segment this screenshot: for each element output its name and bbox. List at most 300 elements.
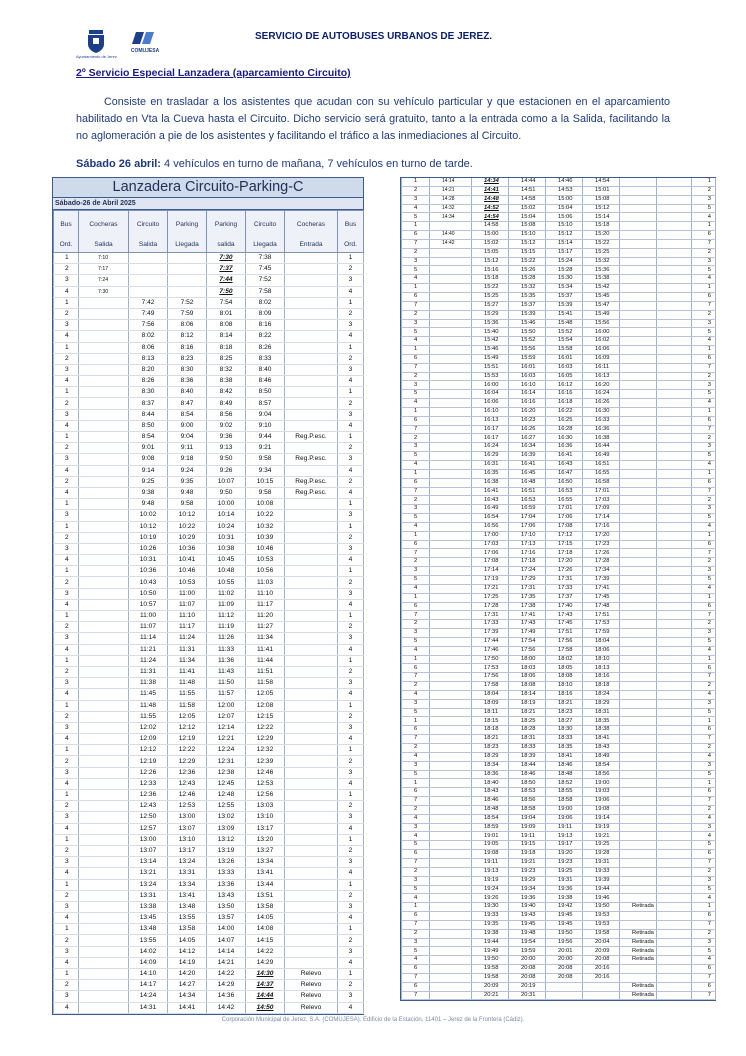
table-cell: 9:48 [129,499,168,510]
table-cell [620,912,657,921]
table-cell: 12:31 [207,756,246,767]
table-row [402,354,716,363]
table-cell: 9:58 [246,487,285,498]
table-row [402,920,716,929]
table-cell [285,644,338,655]
table-cell: 14:34 [430,213,472,222]
table-cell: 2 [338,308,364,319]
table-cell: 4 [692,646,716,655]
table-cell [657,213,692,222]
table-cell [657,814,692,823]
table-row [402,726,716,735]
table-cell [620,841,657,850]
table-cell: 17:33 [472,620,509,629]
table-cell [657,222,692,231]
table-cell: 7:49 [129,308,168,319]
table-cell: 15:12 [509,239,546,248]
table-cell [285,532,338,543]
table-cell [285,510,338,521]
table-cell: 19:44 [472,938,509,947]
table-cell: 16:10 [509,381,546,390]
table-cell [285,253,338,264]
table-cell [657,832,692,841]
table-row [402,735,716,744]
table-cell [285,711,338,722]
table-cell: 4 [402,337,430,346]
table-cell: 15:53 [472,372,509,381]
table-cell [79,957,129,968]
table-row [54,666,364,677]
table-cell [657,673,692,682]
table-cell: 13:24 [168,857,207,868]
table-cell: 19:31 [583,858,620,867]
table-cell: 14:12 [168,946,207,957]
table-cell: 10:39 [246,532,285,543]
table-cell: 8:56 [207,409,246,420]
table-cell: 7 [402,797,430,806]
table-cell: 1 [54,566,79,577]
table-cell: 3 [692,319,716,328]
table-row [402,204,716,213]
table-row [402,363,716,372]
table-cell: 14:22 [207,969,246,980]
table-cell: 7:24 [79,275,129,286]
table-cell: 17:16 [509,549,546,558]
table-cell: 18:28 [509,726,546,735]
table-cell: Reg.P.esc. [285,454,338,465]
table-row [54,499,364,510]
table-cell: 19:49 [472,947,509,956]
table-cell [657,195,692,204]
table-cell: 4 [338,689,364,700]
table-cell: 3 [338,409,364,420]
table-cell: 19:29 [509,876,546,885]
table-cell [430,867,472,876]
table-row [54,532,364,543]
table-cell [620,735,657,744]
table-cell: 5 [692,841,716,850]
left-table-grid [53,210,364,1014]
table-cell [79,420,129,431]
table-cell: 7:30 [79,286,129,297]
table-cell: 18:49 [583,752,620,761]
table-cell: 19:21 [509,858,546,867]
table-cell: 19:58 [472,965,509,974]
table-cell: 7:10 [79,253,129,264]
table-cell [657,540,692,549]
table-cell: 17:18 [509,558,546,567]
table-cell: 11:19 [207,622,246,633]
table-cell: 15:52 [509,337,546,346]
table-cell: 14:27 [168,980,207,991]
table-cell: 3 [338,767,364,778]
table-cell [620,310,657,319]
table-cell [79,778,129,789]
table-cell [657,965,692,974]
table-cell: 11:36 [207,655,246,666]
table-cell [285,834,338,845]
table-cell [430,646,472,655]
table-cell [285,957,338,968]
table-cell: 7 [402,549,430,558]
table-cell: 16:28 [546,425,583,434]
table-cell [430,275,472,284]
table-cell: 16:31 [472,461,509,470]
table-cell [620,823,657,832]
table-cell [430,337,472,346]
table-cell [79,566,129,577]
saturday-detail: 4 vehículos en turno de mañana, 7 vehículos en turno de tarde. [160,158,473,170]
table-cell: 19:31 [546,876,583,885]
table-cell: 4 [402,752,430,761]
table-cell: 16:02 [583,337,620,346]
table-cell: 2 [692,682,716,691]
table-cell: 5 [692,328,716,337]
table-cell: 4 [338,376,364,387]
table-cell: 18:18 [472,726,509,735]
table-cell: 11:50 [207,678,246,689]
table-cell: 19:25 [546,867,583,876]
table-row [54,700,364,711]
table-cell: 1 [338,790,364,801]
table-cell: 16:53 [546,487,583,496]
table-cell: 2 [692,248,716,257]
table-cell: 3 [54,588,79,599]
table-cell: 1 [338,611,364,622]
table-cell: 2 [54,980,79,991]
table-cell: 12:45 [207,778,246,789]
table-cell [285,845,338,856]
table-cell: 2 [692,929,716,938]
table-cell: 20:01 [546,947,583,956]
table-cell: 16:58 [583,478,620,487]
table-cell: 5 [692,266,716,275]
column-header: Cocheras [285,211,338,238]
table-cell: 6 [402,478,430,487]
table-cell: 16:06 [583,346,620,355]
table-cell: 12:33 [129,778,168,789]
table-cell [620,469,657,478]
table-cell: 19:50 [546,929,583,938]
table-cell [657,337,692,346]
table-cell: 15:54 [546,337,583,346]
table-cell [430,549,472,558]
table-cell: 9:24 [168,465,207,476]
table-cell [79,666,129,677]
table-cell: 14:02 [129,946,168,957]
table-cell: 15:18 [583,222,620,231]
table-cell: 11:17 [168,622,207,633]
table-cell: 13:09 [207,823,246,834]
table-cell: 18:00 [509,655,546,664]
table-cell: 19:17 [546,841,583,850]
table-cell: 19:06 [546,814,583,823]
table-cell: 18:15 [472,717,509,726]
table-cell [657,434,692,443]
table-cell: 11:03 [246,577,285,588]
table-cell: 15:04 [509,213,546,222]
table-row [402,797,716,806]
table-cell: 1 [692,407,716,416]
table-cell: 15:10 [509,231,546,240]
table-cell: 13:03 [246,801,285,812]
table-cell: 15:20 [583,231,620,240]
table-cell: 10:43 [129,577,168,588]
table-cell [430,443,472,452]
table-row [54,286,364,297]
table-cell: 16:24 [583,390,620,399]
table-row [402,629,716,638]
table-cell: 12:57 [129,823,168,834]
table-cell: Retirada [620,947,657,956]
table-cell: 7 [402,735,430,744]
table-cell: 3 [54,409,79,420]
table-cell: 16:41 [546,452,583,461]
table-cell: 11:31 [129,666,168,677]
table-cell: 5 [402,841,430,850]
table-cell: 17:44 [472,637,509,646]
table-cell: 3 [692,381,716,390]
table-cell: 15:42 [583,284,620,293]
table-cell: 6 [692,416,716,425]
table-cell [657,823,692,832]
table-cell: 2 [338,622,364,633]
table-cell [657,178,692,186]
table-cell [657,248,692,257]
table-cell: 13:48 [168,901,207,912]
table-cell: 16:17 [472,425,509,434]
table-cell: 4 [692,399,716,408]
table-cell [79,913,129,924]
table-cell: 9:34 [246,465,285,476]
table-row [54,901,364,912]
table-cell: 18:41 [583,735,620,744]
table-cell: 18:56 [509,797,546,806]
table-cell: 19:53 [583,912,620,921]
table-cell: 19:00 [546,805,583,814]
table-cell: 16:45 [509,469,546,478]
table-cell [620,602,657,611]
table-cell: 8:32 [207,364,246,375]
table-cell [657,850,692,859]
table-cell: 19:00 [583,779,620,788]
table-cell [620,708,657,717]
table-cell: 10:53 [168,577,207,588]
table-row [402,195,716,204]
table-cell: 17:06 [509,522,546,531]
table-cell: 6 [402,788,430,797]
table-row [402,522,716,531]
table-cell: 13:24 [129,879,168,890]
table-cell: 1 [54,387,79,398]
table-cell: 14:14 [207,946,246,957]
table-row [54,622,364,633]
crest-icon [85,28,107,54]
table-cell: 2 [54,801,79,812]
table-cell [657,310,692,319]
table-cell [285,342,338,353]
table-row [54,353,364,364]
table-row [402,779,716,788]
table-cell: 5 [692,708,716,717]
table-cell: 3 [338,901,364,912]
column-header: Circuito [129,211,168,238]
table-cell: 3 [402,699,430,708]
table-cell [620,593,657,602]
table-cell: 7:52 [168,297,207,308]
table-cell [285,555,338,566]
table-cell: 7 [692,673,716,682]
table-cell: Reg.P.esc. [285,432,338,443]
table-cell: 2 [54,532,79,543]
table-cell: 14:37 [246,980,285,991]
table-row [54,935,364,946]
table-row [402,337,716,346]
table-cell: 5 [402,708,430,717]
table-cell: 16:51 [509,487,546,496]
table-cell: 2 [402,558,430,567]
table-cell: 3 [692,938,716,947]
table-cell: 17:51 [546,629,583,638]
table-cell: 11:41 [246,644,285,655]
table-cell: 18:39 [509,752,546,761]
table-row [54,398,364,409]
logo-left-caption: Ayuntamiento de Jerez [76,54,117,59]
table-cell: 2 [338,577,364,588]
table-cell [657,708,692,717]
table-cell [546,982,583,991]
table-cell: 19:33 [472,912,509,921]
table-cell: 16:30 [546,434,583,443]
table-cell: 7:56 [129,320,168,331]
table-cell: 18:54 [472,814,509,823]
table-cell: 2 [692,558,716,567]
table-cell: 16:38 [583,434,620,443]
table-cell: 20:00 [546,956,583,965]
table-cell [285,767,338,778]
table-cell: 20:08 [546,973,583,982]
table-cell: 14:14 [430,178,472,186]
table-cell [285,577,338,588]
table-cell: 7:45 [246,264,285,275]
table-cell: 3 [692,629,716,638]
table-cell: 6 [402,416,430,425]
table-cell: Reg.P.esc. [285,476,338,487]
table-cell [79,980,129,991]
table-cell: 2 [338,845,364,856]
table-cell [430,814,472,823]
table-cell: 7 [692,549,716,558]
table-row [54,599,364,610]
header-title: SERVICIO DE AUTOBUSES URBANOS DE JEREZ. [255,31,493,42]
table-cell [79,711,129,722]
table-cell: 20:21 [472,991,509,1000]
table-cell [620,726,657,735]
table-cell [285,521,338,532]
table-cell [657,982,692,991]
table-cell [657,443,692,452]
table-cell [79,745,129,756]
table-cell [620,248,657,257]
table-cell [620,478,657,487]
table-cell: 14:22 [246,946,285,957]
table-cell [430,514,472,523]
table-cell: 9:14 [129,465,168,476]
table-cell [620,496,657,505]
table-cell [79,879,129,890]
table-cell [285,376,338,387]
table-cell: 14:28 [430,195,472,204]
table-cell: 17:41 [583,584,620,593]
table-cell: 17:21 [472,584,509,593]
table-cell: 18:04 [472,690,509,699]
table-cell: 1 [54,499,79,510]
table-cell: 1 [692,655,716,664]
table-cell: 8:54 [168,409,207,420]
table-cell: 14:10 [129,969,168,980]
table-cell: 9:44 [246,432,285,443]
table-row [54,644,364,655]
table-cell: 5 [692,514,716,523]
table-cell: 19:46 [583,894,620,903]
table-cell [657,620,692,629]
table-cell [620,416,657,425]
table-cell [79,476,129,487]
table-cell: 15:39 [546,301,583,310]
table-row [54,487,364,498]
footer: Corporación Municipal de Jerez, S.A. (COMUJESA). Edificio de la Estación, 11401 – Jerez de la Frontera (Cádiz). [221,1017,525,1023]
table-cell: 8:38 [207,376,246,387]
table-row [402,867,716,876]
table-cell: 11:33 [207,644,246,655]
table-cell: 3 [54,946,79,957]
table-cell: 10:48 [207,566,246,577]
table-cell: 8:25 [207,353,246,364]
table-cell: 17:37 [546,593,583,602]
table-cell: 3 [54,857,79,868]
table-cell [430,452,472,461]
table-cell: 18:34 [472,761,509,770]
table-row [54,387,364,398]
table-cell [430,593,472,602]
table-cell [430,558,472,567]
table-row [402,832,716,841]
table-cell [620,178,657,186]
table-cell [285,409,338,420]
table-cell: 3 [338,633,364,644]
table-cell [430,434,472,443]
logo-right-caption: COMUJESA [130,48,160,54]
table-cell [285,465,338,476]
table-row [54,1002,364,1013]
table-cell [657,797,692,806]
table-cell [657,929,692,938]
table-cell: 19:58 [583,929,620,938]
table-cell: 6 [692,912,716,921]
table-cell [657,646,692,655]
column-subheader: Llegada [246,237,285,253]
table-cell: 15:25 [472,292,509,301]
table-cell [620,805,657,814]
table-cell: 13:55 [168,913,207,924]
table-cell: 18:40 [472,779,509,788]
table-cell: 16:18 [546,399,583,408]
table-row [402,248,716,257]
table-cell: 8:42 [207,387,246,398]
table-cell: 12:24 [207,745,246,756]
column-subheader: Ord. [54,237,79,253]
table-cell: 15:52 [546,328,583,337]
